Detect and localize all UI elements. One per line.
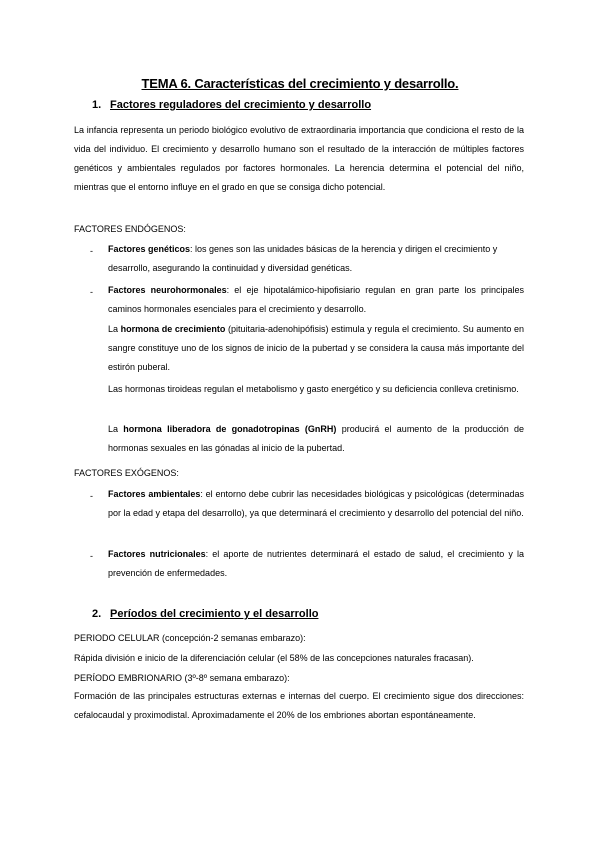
bullet-marker: - (90, 246, 93, 256)
bullet-marker: - (90, 551, 93, 561)
embryonic-period-text: Formación de las principales estructuras externas e internas del cuerpo. El crecimiento sigue dos direcciones: cefalocaudal y proximodistal. Aproximadamente el 20% de los embriones abortan espontáneamente. (74, 691, 524, 720)
gnrh-text: producirá el aumento de la producción de hormonas sexuales en las gónadas al inicio de la pubertad. (108, 424, 525, 453)
exogenous-label: FACTORES EXÓGENOS: (74, 468, 179, 478)
genetic-factors-item (108, 240, 524, 278)
gh-prefix: La (108, 324, 121, 334)
environmental-factors-text: : el entorno debe cubrir las necesidades biológicas y psicológicas (determinadas por la edad y etapa del desarrollo), ya que determinará el crecimiento y desarrollo del potencial del niño. (108, 489, 524, 518)
bullet-marker: - (90, 287, 93, 297)
section-heading-text: Períodos del crecimiento y el desarrollo (110, 608, 319, 620)
growth-hormone-paragraph (108, 320, 524, 377)
embryonic-period-label: PERÍODO EMBRIONARIO (3º-8º semana embarazo): (74, 673, 290, 683)
endogenous-label: FACTORES ENDÓGENOS: (74, 224, 186, 234)
environmental-factors-term: Factores ambientales (108, 489, 201, 499)
nutritional-factors-term: Factores nutricionales (108, 549, 206, 559)
cellular-period-label: PERIODO CELULAR (concepción-2 semanas embarazo): (74, 633, 306, 643)
section-2-heading (92, 608, 318, 620)
thyroid-paragraph: Las hormonas tiroideas regulan el metabolismo y gasto energético y su deficiencia conlleva cretinismo. (108, 384, 519, 394)
gnrh-paragraph (108, 420, 524, 458)
genetic-factors-term: Factores genéticos (108, 244, 191, 254)
cellular-period-text: Rápida división e inicio de la diferenciación celular (el 58% de las concepciones naturales fracasan). (74, 653, 474, 663)
neurohormonal-factors-term: Factores neurohormonales (108, 285, 227, 295)
growth-hormone-text: (pituitaria-adenohipófisis) estimula y regula el crecimiento. Su aumento en sangre constituye uno de los signos de inicio de la pubertad y se considera la causa más importante del estirón puberal. (108, 324, 524, 372)
neurohormonal-factors-text: : el eje hipotalámico-hipofisiario regulan en gran parte los principales caminos hormonales esenciales para el crecimiento y desarrollo. (108, 285, 525, 314)
section-number: 2. (92, 608, 102, 620)
environmental-factors-item (108, 485, 524, 523)
page-title: TEMA 6. Características del crecimiento y desarrollo. (141, 76, 459, 91)
section-1-heading (92, 99, 371, 111)
bullet-marker: - (90, 491, 93, 501)
genetic-factors-text: : los genes son las unidades básicas de la herencia y dirigen el crecimiento y desarrollo, asegurando la continuidad y diversidad genéticas. (108, 244, 498, 273)
gnrh-prefix: La (108, 424, 124, 434)
section-heading-text: Factores reguladores del crecimiento y desarrollo (110, 99, 372, 111)
nutritional-factors-item (108, 545, 524, 583)
growth-hormone-term: hormona de crecimiento (120, 324, 226, 334)
nutritional-factors-text: : el aporte de nutrientes determinará el estado de salud, el crecimiento y la prevención de enfermedades. (108, 549, 524, 578)
intro-paragraph: La infancia representa un periodo biológico evolutivo de extraordinaria importancia que condiciona el resto de la vida del individuo. El crecimiento y desarrollo humano son el resultado de la interacción de múltiples factores genéticos y ambientales regulados por factores hormonales. La herencia determina el potencial del niño, mientras que el entorno influye en el grado en que se consiga dicho potencial. (74, 125, 524, 192)
section-number: 1. (92, 99, 102, 111)
gnrh-term: hormona liberadora de gonadotropinas (GnRH) (123, 424, 337, 434)
neurohormonal-factors-item (108, 281, 524, 319)
